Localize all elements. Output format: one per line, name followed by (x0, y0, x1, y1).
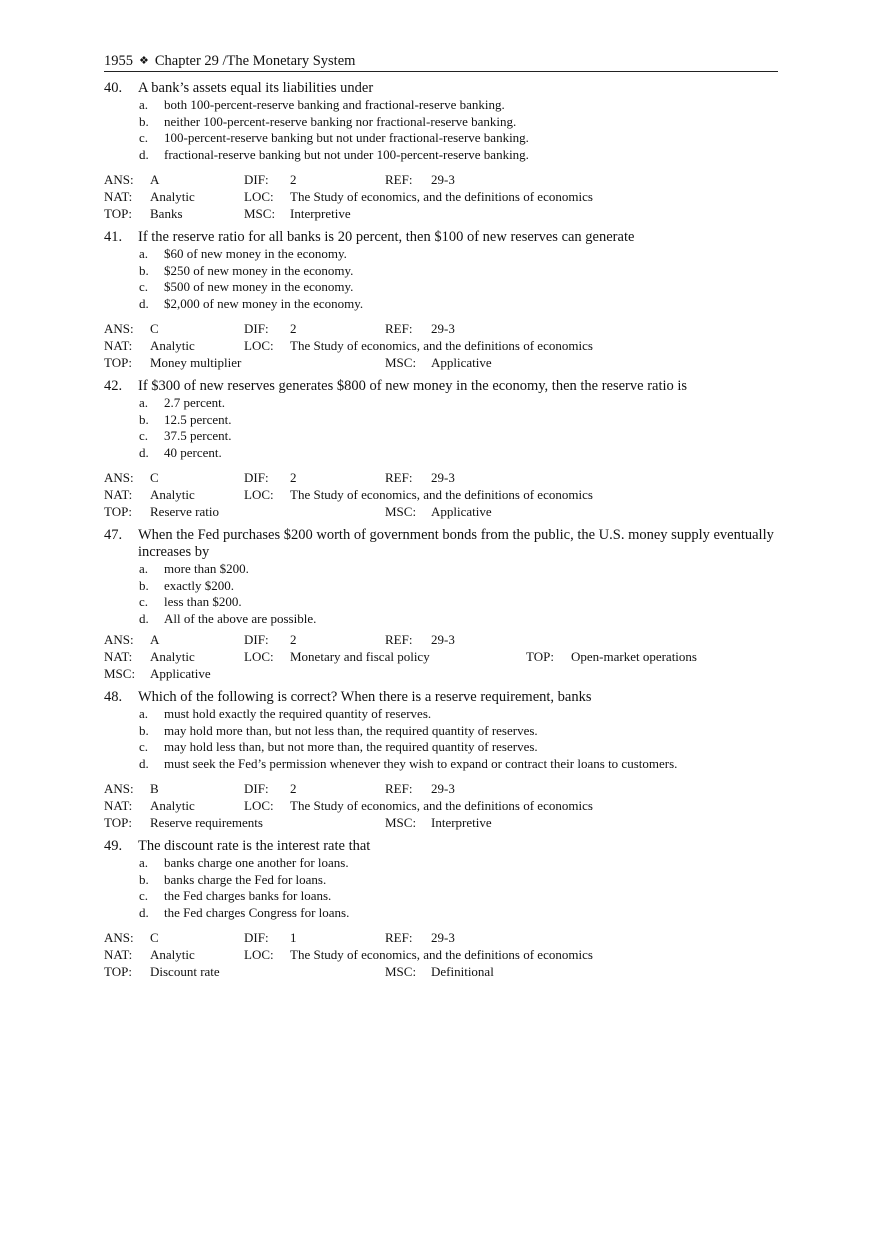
loc-label: LOC: (244, 487, 274, 502)
meta-row-top (104, 814, 778, 831)
choice-d (104, 905, 778, 922)
meta-row-nat (104, 946, 778, 963)
choice-letter: d. (139, 610, 149, 626)
choice-letter: d. (139, 444, 149, 460)
question-number: 41. (104, 229, 123, 245)
answer-choices (104, 561, 778, 627)
question-stem (104, 378, 778, 395)
meta-row-top (104, 503, 778, 520)
choice-b (104, 412, 778, 429)
choice-text: $500 of new money in the economy. (164, 279, 354, 294)
ans-value: A (150, 632, 160, 647)
meta-row-ans (104, 929, 778, 946)
answer-metadata (104, 780, 778, 831)
choice-d (104, 445, 778, 462)
choice-text: the Fed charges Congress for loans. (164, 904, 350, 920)
msc-value: Applicative (431, 355, 492, 370)
answer-choices (104, 246, 778, 312)
question-text: A bank’s assets equal its liabilities under (138, 80, 374, 96)
ans-value: A (150, 172, 160, 187)
loc-label: LOC: (244, 947, 274, 962)
choice-a (104, 855, 778, 872)
meta-row-ans (104, 469, 778, 486)
nat-value: Analytic (150, 189, 195, 204)
msc-value: Interpretive (431, 815, 492, 830)
choice-text: exactly $200. (164, 577, 235, 593)
msc-value: Definitional (431, 964, 494, 979)
choice-c (104, 594, 778, 611)
choice-a (104, 97, 778, 114)
question-text: When the Fed purchases $200 worth of government bonds from the public, the U.S. money supply eventually increases by (138, 527, 774, 560)
choice-letter: b. (139, 262, 149, 278)
choice-c (104, 279, 778, 296)
choice-text: must hold exactly the required quantity of reserves. (164, 706, 432, 721)
ref-label: REF: (385, 781, 413, 796)
choice-text: may hold more than, but not less than, the required quantity of reserves. (164, 722, 538, 738)
question-41 (104, 229, 778, 371)
top-label: TOP: (104, 504, 132, 519)
choice-text: the Fed charges banks for loans. (164, 888, 332, 903)
question-number: 49. (104, 838, 123, 854)
meta-row-top (104, 963, 778, 980)
ans-label: ANS: (104, 781, 134, 796)
dif-label: DIF: (244, 172, 269, 187)
ans-label: ANS: (104, 930, 134, 945)
choice-letter: d. (139, 146, 149, 162)
choice-letter: c. (139, 739, 149, 754)
msc-label: MSC: (104, 666, 136, 681)
loc-label: LOC: (244, 189, 274, 204)
choice-letter: d. (139, 755, 149, 771)
choice-letter: b. (139, 577, 149, 593)
top-label: TOP: (526, 649, 554, 664)
ans-label: ANS: (104, 470, 134, 485)
dif-label: DIF: (244, 930, 269, 945)
choice-text: $2,000 of new money in the economy. (164, 295, 364, 311)
question-stem (104, 229, 778, 246)
meta-row-ans (104, 171, 778, 188)
dif-value: 2 (290, 321, 297, 336)
choice-text: $250 of new money in the economy. (164, 262, 354, 278)
ref-value: 29-3 (431, 321, 455, 336)
choice-text: $60 of new money in the economy. (164, 246, 347, 261)
choice-a (104, 706, 778, 723)
choice-text: All of the above are possible. (164, 610, 317, 626)
question-number: 40. (104, 80, 123, 96)
choice-letter: a. (139, 855, 149, 870)
choice-letter: c. (139, 888, 149, 903)
dif-value: 2 (290, 781, 297, 796)
top-label: TOP: (104, 206, 132, 221)
dif-label: DIF: (244, 470, 269, 485)
question-number: 47. (104, 527, 123, 543)
choice-text: may hold less than, but not more than, the required quantity of reserves. (164, 739, 538, 754)
choice-d (104, 756, 778, 773)
msc-label: MSC: (385, 815, 417, 830)
document-page (104, 52, 778, 980)
ref-value: 29-3 (431, 632, 455, 647)
msc-label: MSC: (385, 355, 417, 370)
choice-c (104, 428, 778, 445)
meta-row-nat (104, 486, 778, 503)
meta-row-nat (104, 337, 778, 354)
choice-b (104, 578, 778, 595)
nat-value: Analytic (150, 798, 195, 813)
msc-label: MSC: (385, 504, 417, 519)
meta-row-msc (104, 665, 778, 682)
meta-row-nat (104, 648, 778, 665)
nat-value: Analytic (150, 947, 195, 962)
choice-text: banks charge one another for loans. (164, 855, 349, 870)
loc-value: The Study of economics, and the definitions of economics (290, 189, 593, 204)
choice-c (104, 739, 778, 756)
nat-label: NAT: (104, 338, 133, 353)
question-42 (104, 378, 778, 520)
dif-label: DIF: (244, 632, 269, 647)
top-value: Open-market operations (571, 649, 697, 664)
meta-row-nat (104, 797, 778, 814)
loc-value: The Study of economics, and the definitions of economics (290, 798, 593, 813)
dif-value: 2 (290, 632, 297, 647)
choice-b (104, 114, 778, 131)
question-stem (104, 80, 778, 97)
dif-value: 1 (290, 930, 297, 945)
nat-value: Analytic (150, 338, 195, 353)
choice-text: both 100-percent-reserve banking and fractional-reserve banking. (164, 97, 505, 112)
meta-row-ans (104, 320, 778, 337)
choice-c (104, 888, 778, 905)
nat-value: Analytic (150, 487, 195, 502)
answer-choices (104, 395, 778, 461)
ref-value: 29-3 (431, 781, 455, 796)
nat-label: NAT: (104, 189, 133, 204)
dif-value: 2 (290, 470, 297, 485)
ans-value: C (150, 930, 159, 945)
chapter-title: Chapter 29 /The Monetary System (154, 53, 356, 69)
loc-label: LOC: (244, 798, 274, 813)
ans-label: ANS: (104, 321, 134, 336)
dif-value: 2 (290, 172, 297, 187)
top-value: Reserve requirements (150, 815, 263, 830)
choice-text: 12.5 percent. (164, 411, 232, 427)
top-value: Money multiplier (150, 355, 242, 370)
answer-metadata (104, 171, 778, 222)
diamond-separator-icon: ❖ (139, 55, 149, 67)
ref-label: REF: (385, 172, 413, 187)
top-label: TOP: (104, 964, 132, 979)
choice-a (104, 246, 778, 263)
ref-value: 29-3 (431, 470, 455, 485)
choice-letter: c. (139, 279, 149, 294)
ref-label: REF: (385, 930, 413, 945)
dif-label: DIF: (244, 321, 269, 336)
choice-d (104, 147, 778, 164)
choice-text: less than $200. (164, 594, 242, 609)
ans-label: ANS: (104, 172, 134, 187)
choice-letter: b. (139, 871, 149, 887)
meta-row-ans (104, 780, 778, 797)
ref-label: REF: (385, 321, 413, 336)
ref-label: REF: (385, 632, 413, 647)
answer-choices (104, 97, 778, 163)
ans-label: ANS: (104, 632, 134, 647)
question-40 (104, 80, 778, 222)
choice-d (104, 611, 778, 628)
choice-letter: c. (139, 428, 149, 443)
meta-row-top (104, 354, 778, 371)
choice-text: 40 percent. (164, 444, 222, 460)
choice-letter: a. (139, 97, 149, 112)
question-text: If $300 of new reserves generates $800 of new money in the economy, then the reserve ratio is (138, 378, 688, 394)
ans-value: C (150, 470, 159, 485)
choice-text: fractional-reserve banking but not under 100-percent-reserve banking. (164, 146, 529, 162)
choice-text: 37.5 percent. (164, 428, 232, 443)
loc-value: Monetary and fiscal policy (290, 649, 430, 664)
loc-label: LOC: (244, 649, 274, 664)
nat-value: Analytic (150, 649, 195, 664)
choice-letter: d. (139, 295, 149, 311)
question-number: 48. (104, 689, 123, 705)
ans-value: B (150, 781, 159, 796)
choice-text: neither 100-percent-reserve banking nor fractional-reserve banking. (164, 113, 517, 129)
answer-metadata (104, 929, 778, 980)
question-47 (104, 527, 778, 682)
top-label: TOP: (104, 815, 132, 830)
choice-text: 2.7 percent. (164, 395, 226, 410)
msc-value: Applicative (150, 666, 211, 681)
question-stem (104, 838, 778, 855)
answer-metadata (104, 631, 778, 682)
ref-value: 29-3 (431, 930, 455, 945)
question-text: Which of the following is correct? When there is a reserve requirement, banks (138, 689, 592, 705)
choice-letter: a. (139, 706, 149, 721)
choice-a (104, 561, 778, 578)
ref-label: REF: (385, 470, 413, 485)
choice-text: more than $200. (164, 561, 249, 576)
choice-letter: b. (139, 113, 149, 129)
loc-value: The Study of economics, and the definitions of economics (290, 947, 593, 962)
msc-value: Applicative (431, 504, 492, 519)
answer-choices (104, 855, 778, 921)
top-label: TOP: (104, 355, 132, 370)
question-48 (104, 689, 778, 831)
choice-letter: b. (139, 411, 149, 427)
meta-row-nat (104, 188, 778, 205)
nat-label: NAT: (104, 947, 133, 962)
choice-letter: a. (139, 246, 149, 261)
choice-text: banks charge the Fed for loans. (164, 871, 327, 887)
choice-text: must seek the Fed’s permission whenever they wish to expand or contract their loans to customers. (164, 755, 678, 771)
choice-letter: d. (139, 904, 149, 920)
choice-letter: a. (139, 561, 149, 576)
dif-label: DIF: (244, 781, 269, 796)
choice-letter: a. (139, 395, 149, 410)
ans-value: C (150, 321, 159, 336)
question-stem (104, 689, 778, 706)
page-header (104, 52, 778, 72)
question-text: The discount rate is the interest rate that (138, 838, 371, 854)
choice-b (104, 872, 778, 889)
choice-letter: c. (139, 130, 149, 145)
meta-row-ans (104, 631, 778, 648)
choice-letter: b. (139, 722, 149, 738)
question-stem (104, 527, 778, 561)
top-value: Banks (150, 206, 183, 221)
choice-b (104, 723, 778, 740)
top-value: Reserve ratio (150, 504, 219, 519)
nat-label: NAT: (104, 649, 133, 664)
msc-value: Interpretive (290, 206, 351, 221)
msc-label: MSC: (385, 964, 417, 979)
choice-d (104, 296, 778, 313)
question-number: 42. (104, 378, 123, 394)
choice-a (104, 395, 778, 412)
page-number: 1955 (104, 53, 133, 69)
meta-row-top (104, 205, 778, 222)
loc-value: The Study of economics, and the definitions of economics (290, 338, 593, 353)
answer-metadata (104, 320, 778, 371)
choice-text: 100-percent-reserve banking but not under fractional-reserve banking. (164, 130, 529, 145)
answer-metadata (104, 469, 778, 520)
choice-b (104, 263, 778, 280)
answer-choices (104, 706, 778, 772)
loc-label: LOC: (244, 338, 274, 353)
msc-label: MSC: (244, 206, 276, 221)
nat-label: NAT: (104, 798, 133, 813)
loc-value: The Study of economics, and the definitions of economics (290, 487, 593, 502)
top-value: Discount rate (150, 964, 220, 979)
question-text: If the reserve ratio for all banks is 20 percent, then $100 of new reserves can generate (138, 229, 635, 245)
nat-label: NAT: (104, 487, 133, 502)
question-49 (104, 838, 778, 980)
choice-c (104, 130, 778, 147)
choice-letter: c. (139, 594, 149, 609)
ref-value: 29-3 (431, 172, 455, 187)
